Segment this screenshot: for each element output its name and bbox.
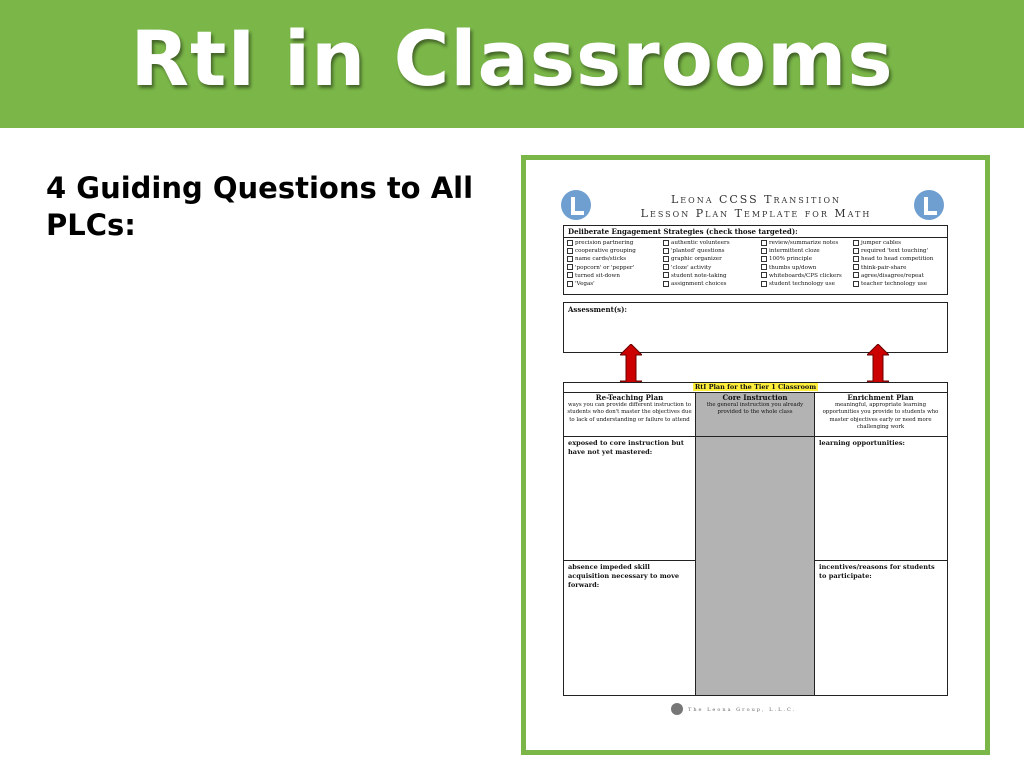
strategy-checkbox-item[interactable]: student technology use (761, 280, 853, 288)
document-title-line1: Leona CCSS Transition (670, 193, 842, 206)
strategies-column (853, 239, 943, 288)
strategy-checkbox-item[interactable]: precision partnering (567, 239, 663, 247)
document-title-line2: Lesson Plan Template for Math (640, 207, 872, 220)
slide-title: RtI in Classrooms (130, 14, 894, 103)
reteaching-description: ways you can provide different instruction to students who don't master the objectives due to lack of understanding or failure to attend (567, 402, 692, 423)
core-instruction-title: Core Instruction (722, 393, 788, 402)
strategy-checkbox-item[interactable]: head to head competition (853, 255, 943, 263)
strategy-checkbox-item[interactable]: turned sit-down (567, 272, 663, 280)
reteaching-title: Re-Teaching Plan (595, 393, 664, 402)
document-footer: The Leona Group, L.L.C. (688, 707, 797, 713)
strategy-checkbox-item[interactable]: authentic volunteers (663, 239, 761, 247)
core-instruction-description: the general instruction you already provided to the whole class (706, 402, 804, 416)
document-image-frame (521, 155, 990, 755)
strategy-checkbox-item[interactable]: 'planted' questions (663, 247, 761, 255)
strategy-checkbox-item[interactable]: 100% principle (761, 255, 853, 263)
strategy-checkbox-item[interactable]: 'cloze' activity (663, 264, 761, 272)
slide-subtitle: 4 Guiding Questions to All PLCs: (46, 171, 474, 242)
rti-plan-table (563, 382, 948, 696)
strategies-column (567, 239, 663, 288)
strategy-checkbox-item[interactable]: required 'text touching' (853, 247, 943, 255)
title-banner (0, 0, 1024, 128)
engagement-strategies-box (563, 225, 948, 295)
assessment-label: Assessment(s): (568, 305, 627, 314)
footer-logo-icon (671, 703, 683, 715)
strategy-checkbox-item[interactable]: intermittent cloze (761, 247, 853, 255)
strategies-column (761, 239, 853, 288)
lesson-plan-document (526, 160, 985, 750)
rti-plan-heading-text: RtI Plan for the Tier 1 Classroom (694, 383, 817, 391)
strategy-checkbox-item[interactable]: agree/disagree/repeat (853, 272, 943, 280)
strategy-checkbox-item[interactable]: 'popcorn' or 'pepper' (567, 264, 663, 272)
strategy-checkbox-item[interactable]: thumbs up/down (761, 264, 853, 272)
strategy-checkbox-item[interactable]: student note-taking (663, 272, 761, 280)
strategies-checklist (564, 238, 947, 289)
reteaching-cell-2: absence impeded skill acquisition necessary to move forward: (568, 563, 680, 589)
strategy-checkbox-item[interactable]: assignment choices (663, 280, 761, 288)
strategy-checkbox-item[interactable]: teacher technology use (853, 280, 943, 288)
strategy-checkbox-item[interactable]: whiteboards/CPS clickers (761, 272, 853, 280)
enrichment-title: Enrichment Plan (847, 393, 914, 402)
rti-plan-heading (564, 383, 947, 393)
strategies-column (663, 239, 761, 288)
strategy-checkbox-item[interactable]: graphic organizer (663, 255, 761, 263)
strategy-checkbox-item[interactable]: review/summarize notes (761, 239, 853, 247)
strategy-checkbox-item[interactable]: think-pair-share (853, 264, 943, 272)
strategy-checkbox-item[interactable]: 'Vegas' (567, 280, 663, 288)
reteaching-cell-1: exposed to core instruction but have not yet mastered: (568, 439, 684, 456)
strategies-heading: Deliberate Engagement Strategies (check those targeted): (564, 226, 947, 238)
enrichment-cell-2: incentives/reasons for students to participate: (819, 563, 935, 580)
strategy-checkbox-item[interactable]: jumper cables (853, 239, 943, 247)
enrichment-description: meaningful, appropriate learning opportunities you provide to students who master objectives early or need more challenging work (822, 402, 939, 431)
strategy-checkbox-item[interactable]: cooperative grouping (567, 247, 663, 255)
enrichment-cell-1: learning opportunities: (819, 439, 905, 447)
core-instruction-column (696, 393, 815, 695)
strategy-checkbox-item[interactable]: name cards/sticks (567, 255, 663, 263)
